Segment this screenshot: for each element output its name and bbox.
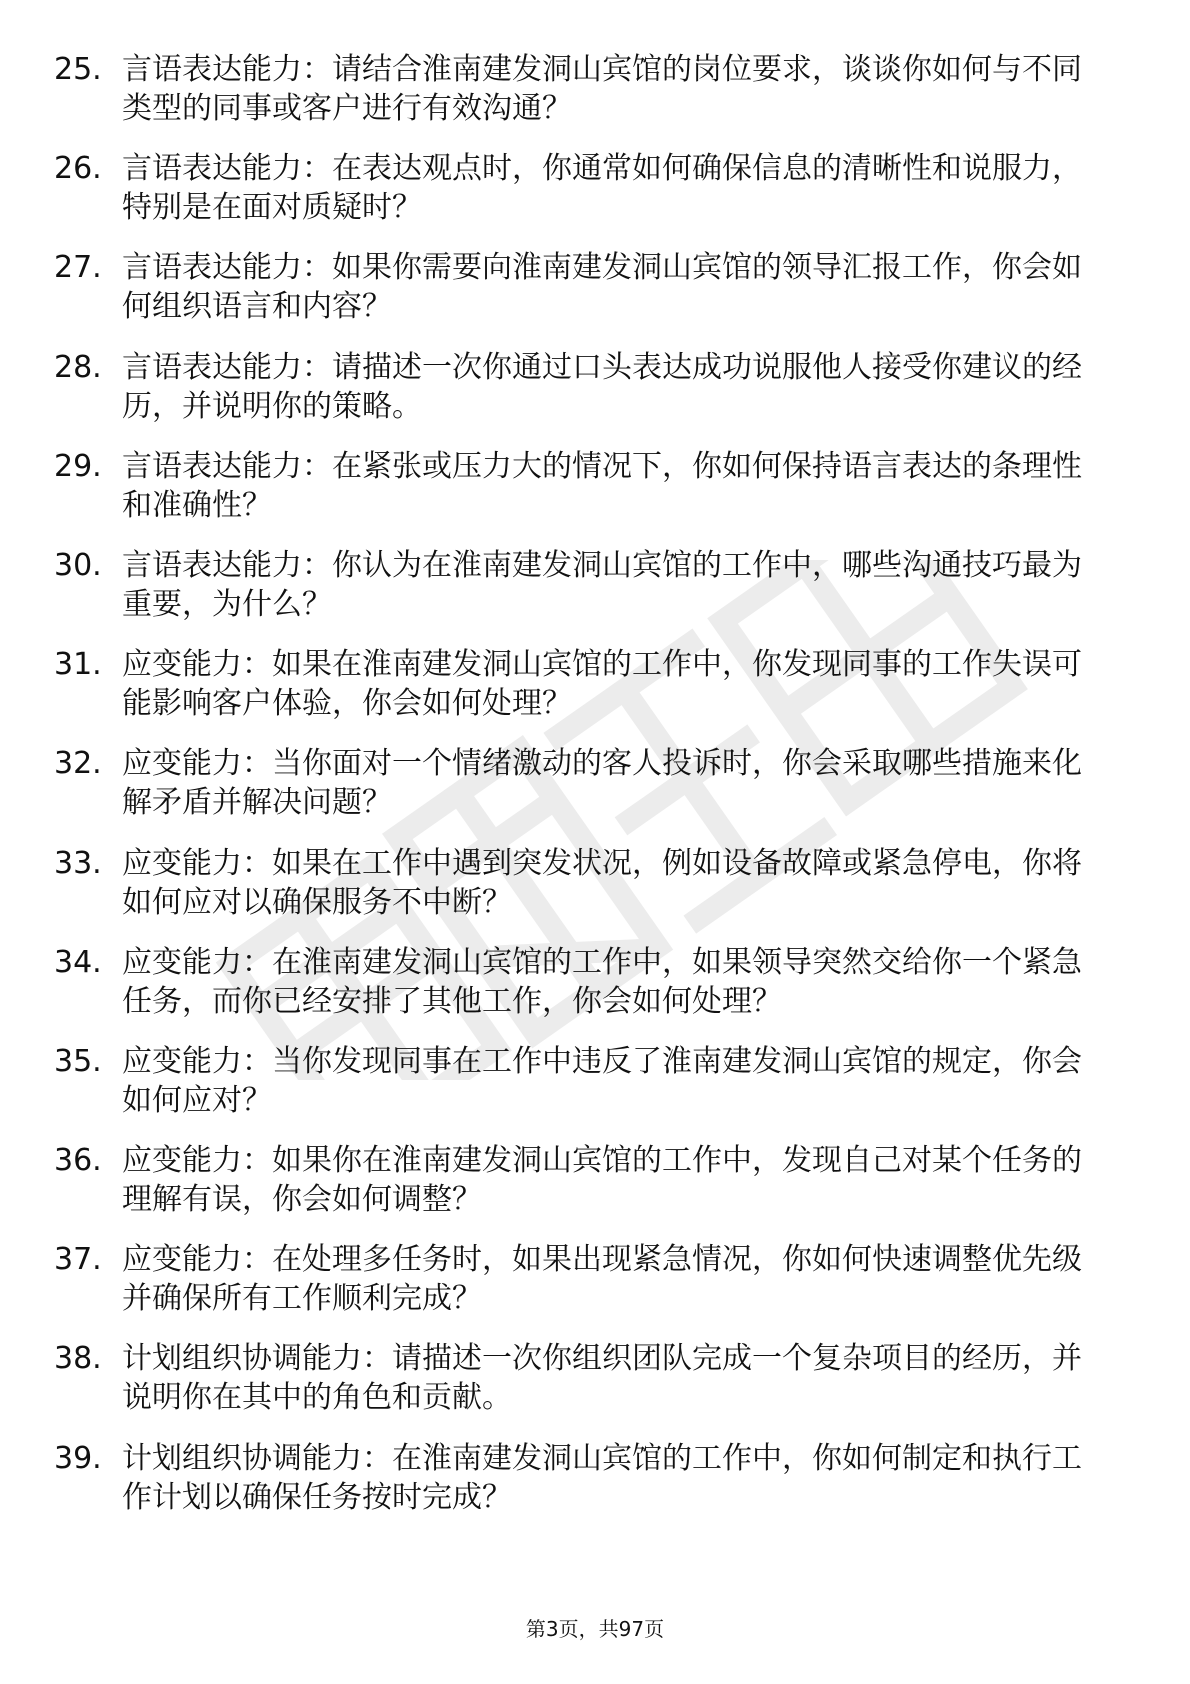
list-item [54, 50, 1114, 128]
question-number: 36. [54, 1143, 102, 1179]
question-number: 30. [54, 547, 102, 583]
question-text: 计划组织协调能力：请描述一次你组织团队完成一个复杂项目的经历，并说明你在其中的角色和贡献。 [122, 1341, 1082, 1416]
question-number: 38. [54, 1341, 102, 1377]
question-number: 33. [54, 845, 102, 881]
question-number: 29. [54, 448, 102, 484]
question-text: 计划组织协调能力：在淮南建发洞山宾馆的工作中，你如何制定和执行工作计划以确保任务按时完成？ [122, 1440, 1082, 1515]
question-number: 25. [54, 52, 102, 87]
question-text: 应变能力：当你面对一个情绪激动的客人投诉时，你会采取哪些措施来化解矛盾并解决问题？ [122, 746, 1082, 821]
question-text: 应变能力：如果在工作中遇到突发状况，例如设备故障或紧急停电，你将如何应对以确保服务不中断？ [122, 845, 1082, 920]
question-number: 35. [54, 1043, 102, 1079]
list-item [54, 149, 1114, 227]
list-item [54, 248, 1114, 326]
question-number: 34. [54, 944, 102, 980]
question-number: 27. [54, 250, 102, 286]
question-text: 言语表达能力：请结合淮南建发洞山宾馆的岗位要求，谈谈你如何与不同类型的同事或客户进行有效沟通？ [122, 52, 1082, 126]
question-text: 应变能力：在处理多任务时，如果出现紧急情况，你如何快速调整优先级并确保所有工作顺利完成？ [122, 1242, 1082, 1317]
question-text: 应变能力：如果在淮南建发洞山宾馆的工作中，你发现同事的工作失误可能影响客户体验，你会如何处理？ [122, 647, 1082, 722]
question-text: 言语表达能力：你认为在淮南建发洞山宾馆的工作中，哪些沟通技巧最为重要，为什么？ [122, 547, 1082, 622]
question-text: 言语表达能力：请描述一次你通过口头表达成功说服他人接受你建议的经历，并说明你的策略。 [122, 349, 1082, 424]
list-item [54, 546, 1114, 624]
list-item [54, 1240, 1114, 1318]
list-item [54, 1339, 1114, 1417]
question-text: 应变能力：当你发现同事在工作中违反了淮南建发洞山宾馆的规定，你会如何应对？ [122, 1043, 1082, 1118]
question-number: 26. [54, 151, 102, 187]
question-number: 37. [54, 1242, 102, 1278]
question-number: 39. [54, 1440, 102, 1476]
question-text: 言语表达能力：在表达观点时，你通常如何确保信息的清晰性和说服力，特别是在面对质疑时？ [122, 151, 1082, 226]
question-number: 28. [54, 349, 102, 385]
page-footer: 第3页，共97页 [525, 1617, 665, 1641]
list-item [54, 1439, 1114, 1517]
list-item [54, 447, 1114, 525]
list-item [54, 744, 1114, 822]
list-item [54, 1141, 1114, 1219]
list-item [54, 348, 1114, 426]
question-text: 应变能力：在淮南建发洞山宾馆的工作中，如果领导突然交给你一个紧急任务，而你已经安排了其他工作，你会如何处理？ [122, 944, 1082, 1019]
question-text: 言语表达能力：在紧张或压力大的情况下，你如何保持语言表达的条理性和准确性？ [122, 448, 1082, 523]
question-number: 31. [54, 647, 102, 683]
list-item [54, 1042, 1114, 1120]
question-number: 32. [54, 746, 102, 782]
question-text: 应变能力：如果你在淮南建发洞山宾馆的工作中，发现自己对某个任务的理解有误，你会如何调整？ [122, 1143, 1082, 1218]
list-item [54, 844, 1114, 922]
question-list [54, 50, 1114, 1538]
question-text: 言语表达能力：如果你需要向淮南建发洞山宾馆的领导汇报工作，你会如何组织语言和内容？ [122, 250, 1082, 325]
list-item [54, 943, 1114, 1021]
list-item [54, 645, 1114, 723]
